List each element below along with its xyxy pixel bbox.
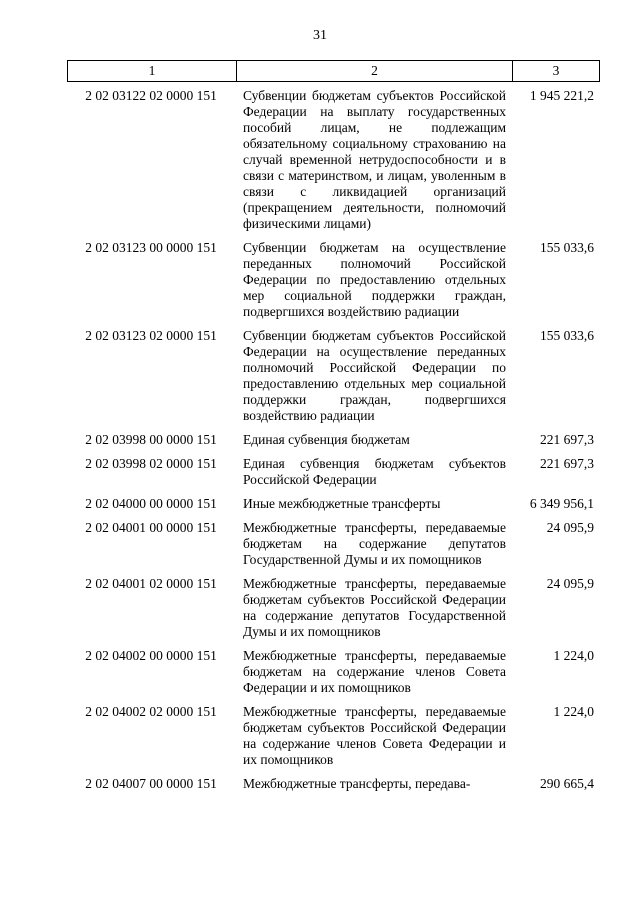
row-name: Межбюджетные трансферты, передава- — [243, 776, 471, 791]
table-row — [67, 456, 600, 488]
table-header — [67, 60, 600, 82]
page-number: 31 — [313, 28, 327, 43]
table-row — [67, 648, 600, 696]
row-code: 2 02 03998 00 0000 151 — [85, 432, 217, 447]
table-row — [67, 704, 600, 768]
table-row — [67, 240, 600, 320]
header-col-3: 3 — [552, 63, 560, 78]
row-amount: 24 095,9 — [546, 576, 594, 591]
row-amount: 221 697,3 — [540, 456, 594, 471]
table-row — [67, 328, 600, 424]
row-code: 2 02 04002 00 0000 151 — [85, 648, 217, 663]
row-code: 2 02 04002 02 0000 151 — [85, 704, 217, 719]
table-row — [67, 432, 600, 448]
table-row — [67, 496, 600, 512]
row-amount: 221 697,3 — [540, 432, 594, 447]
row-code: 2 02 03123 02 0000 151 — [85, 328, 217, 343]
row-name: Иные межбюджетные трансферты — [243, 496, 441, 511]
row-code: 2 02 03122 02 0000 151 — [85, 88, 217, 103]
row-amount: 155 033,6 — [540, 328, 594, 343]
row-code: 2 02 03998 02 0000 151 — [85, 456, 217, 471]
row-amount: 1 945 221,2 — [529, 88, 594, 103]
table-row — [67, 88, 600, 232]
row-name: Межбюджетные трансферты, передаваемые бюджетам субъектов Российской Федерации на содержание депутатов Государственной Думы и их помощников — [243, 576, 506, 639]
row-code: 2 02 04001 02 0000 151 — [85, 576, 217, 591]
table-row — [67, 520, 600, 568]
row-name: Субвенции бюджетам субъектов Российской Федерации на осуществление переданных полномочий Российской Федерации по предоставлению отдельных мер социальной поддержки граждан, подвергшихся воздействию радиации — [243, 328, 506, 423]
budget-table — [67, 88, 600, 800]
row-amount: 1 224,0 — [553, 704, 594, 719]
row-code: 2 02 04007 00 0000 151 — [85, 776, 217, 791]
row-name: Межбюджетные трансферты, передаваемые бюджетам на содержание членов Совета Федерации и их помощников — [243, 648, 506, 695]
row-name: Субвенции бюджетам субъектов Российской Федерации на выплату государственных пособий лицам, не подлежащим обязательному социальному страхованию на случай временной нетрудоспособности и в связи с материнством, и лицам, уволенным в связи с ликвидацией организаций (прекращением деятельности, полномочий физическими лицами) — [243, 88, 506, 231]
row-amount: 6 349 956,1 — [529, 496, 594, 511]
row-code: 2 02 03123 00 0000 151 — [85, 240, 217, 255]
table-row — [67, 576, 600, 640]
row-code: 2 02 04000 00 0000 151 — [85, 496, 217, 511]
header-col-1: 1 — [68, 61, 237, 81]
row-name: Субвенции бюджетам на осуществление переданных полномочий Российской Федерации по предоставлению отдельных мер социальной поддержки граждан, подвергшихся воздействию радиации — [243, 240, 506, 319]
row-code: 2 02 04001 00 0000 151 — [85, 520, 217, 535]
row-name: Единая субвенция бюджетам субъектов Российской Федерации — [243, 456, 506, 487]
row-amount: 155 033,6 — [540, 240, 594, 255]
row-name: Межбюджетные трансферты, передаваемые бюджетам субъектов Российской Федерации на содержание членов Совета Федерации и их помощников — [243, 704, 506, 767]
row-amount: 1 224,0 — [553, 648, 594, 663]
row-amount: 24 095,9 — [546, 520, 594, 535]
header-col-2: 2 — [237, 61, 513, 81]
table-row — [67, 776, 600, 792]
row-name: Межбюджетные трансферты, передаваемые бюджетам на содержание депутатов Государственной Думы и их помощников — [243, 520, 506, 567]
row-amount: 290 665,4 — [540, 776, 594, 791]
row-name: Единая субвенция бюджетам — [243, 432, 410, 447]
